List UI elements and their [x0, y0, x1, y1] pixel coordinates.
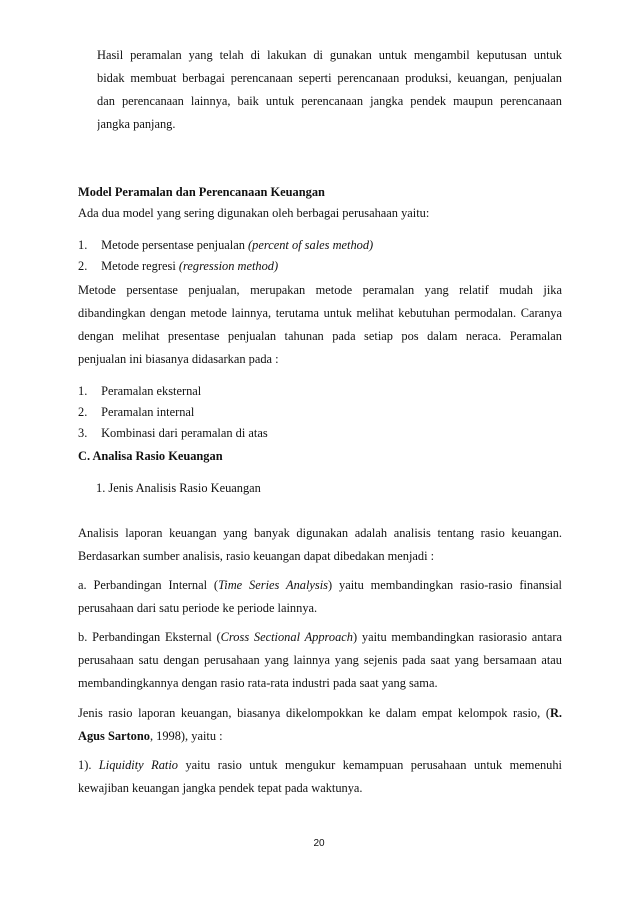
paragraph-line: a. Perbandingan Internal (Time Series Analysis) yaitu membandingkan rasio-rasio finansial	[78, 578, 562, 592]
intro-line: Hasil peramalan yang telah di lakukan di gunakan untuk mengambil keputusan untuk	[97, 48, 562, 62]
paragraph-line: membandingkannya dengan rasio rata-rata industri pada saat yang sama.	[78, 676, 438, 690]
model-paragraph	[78, 279, 562, 371]
paragraph-line: dengan melihat presentase penjualan tahunan pada setiap pos dalam neraca. Peramalan	[78, 329, 562, 343]
comparison-b	[78, 626, 562, 695]
list-item: 1. Metode persentase penjualan (percent of sales method)	[78, 238, 374, 252]
paragraph-line: b. Perbandingan Eksternal (Cross Sectional Approach) yaitu membandingkan rasiorasio antara	[78, 630, 562, 644]
list-item: 2. Peramalan internal	[78, 405, 195, 419]
list-item: 2. Metode regresi (regression method)	[78, 259, 279, 273]
model-list	[78, 235, 373, 277]
page-number: 20	[313, 838, 325, 849]
intro-line: dan perencanaan lainnya, baik untuk perencanaan jangka pendek maupun perencanaan	[97, 94, 562, 108]
section-heading-model: Model Peramalan dan Perencanaan Keuangan	[78, 185, 325, 199]
analysis-paragraph	[78, 522, 562, 568]
subsection-heading: 1. Jenis Analisis Rasio Keuangan	[96, 481, 261, 495]
paragraph-line: 1). Liquidity Ratio yaitu rasio untuk mengukur kemampuan perusahaan untuk memenuhi	[78, 758, 562, 772]
paragraph-line: perusahaan dari satu periode ke periode lainnya.	[78, 601, 318, 615]
paragraph-line: kewajiban keuangan jangka pendek tepat pada waktunya.	[78, 781, 363, 795]
intro-line: jangka panjang.	[97, 117, 176, 131]
model-intro: Ada dua model yang sering digunakan oleh berbagai perusahaan yaitu:	[78, 206, 430, 220]
intro-line: bidak membuat berbagai perencanaan seperti perencanaan produksi, keuangan, penjualan	[97, 71, 562, 85]
paragraph-line: Metode persentase penjualan, merupakan metode peramalan yang relatif mudah jika	[78, 283, 562, 297]
paragraph-line: dibandingkan dengan metode lainnya, terutama untuk melihat kebutuhan permodalan. Caranya	[78, 306, 562, 320]
ratio-types-paragraph	[78, 702, 562, 748]
forecast-list	[78, 381, 268, 444]
section-heading-c: C. Analisa Rasio Keuangan	[78, 449, 223, 463]
liquidity-paragraph	[78, 754, 562, 800]
paragraph-line: perusahaan satu dengan perusahaan yang lainnya yang sejenis pada saat yang bersamaan atau	[78, 653, 562, 667]
intro-paragraph	[97, 44, 562, 136]
list-item: 3. Kombinasi dari peramalan di atas	[78, 426, 268, 440]
paragraph-line: Analisis laporan keuangan yang banyak digunakan adalah analisis tentang rasio keuangan.	[78, 526, 562, 540]
paragraph-line: Jenis rasio laporan keuangan, biasanya dikelompokkan ke dalam empat kelompok rasio, (R.	[78, 706, 562, 720]
list-item: 1. Peramalan eksternal	[78, 384, 202, 398]
paragraph-line: Berdasarkan sumber analisis, rasio keuangan dapat dibedakan menjadi :	[78, 549, 435, 563]
paragraph-line: penjualan ini biasanya didasarkan pada :	[78, 352, 279, 366]
paragraph-line: Agus Sartono, 1998), yaitu :	[78, 729, 223, 743]
comparison-a	[78, 574, 562, 620]
